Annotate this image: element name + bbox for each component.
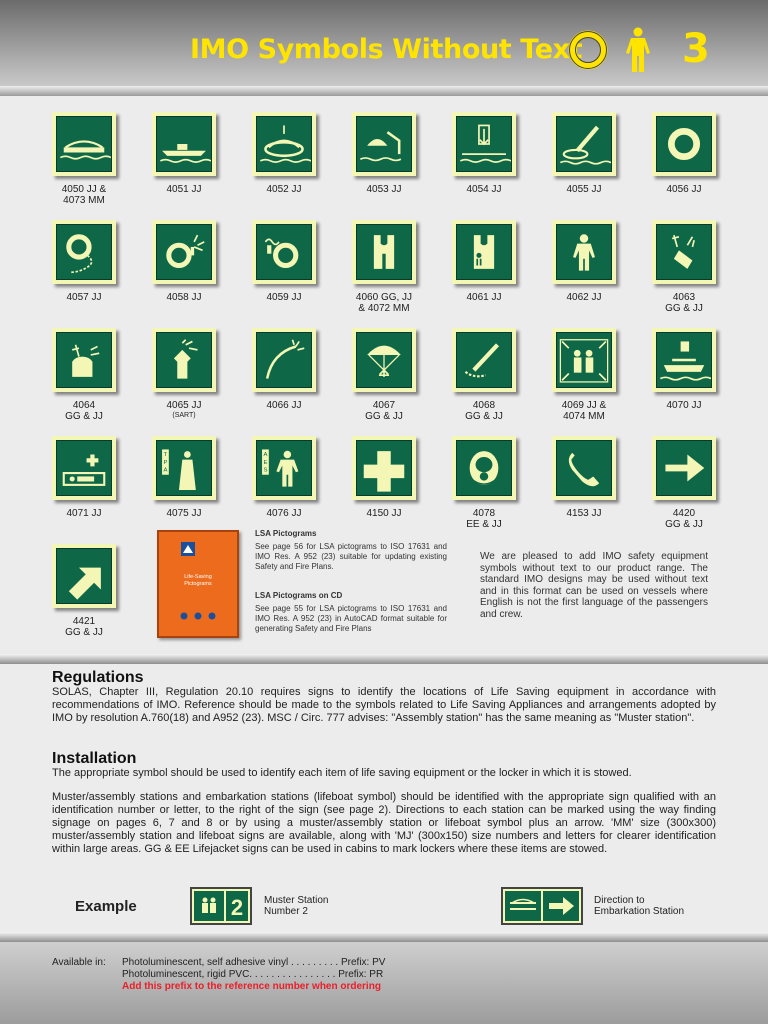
brochure-title-1: Life-Saving bbox=[184, 574, 212, 580]
sign-code-line: 4071 JJ bbox=[66, 508, 102, 519]
immersion-suit-icon bbox=[557, 225, 611, 279]
lifebuoy-with-light-icon bbox=[157, 225, 211, 279]
liferaft-icon bbox=[57, 117, 111, 171]
safety-sign bbox=[252, 112, 316, 176]
epirb-icon bbox=[657, 225, 711, 279]
sign-code bbox=[34, 508, 134, 519]
svg-text:E: E bbox=[263, 459, 268, 466]
sign-code-line: 4075 JJ bbox=[166, 508, 202, 519]
sign-code bbox=[334, 400, 434, 422]
davit-liferaft-icon bbox=[257, 117, 311, 171]
sign-code-line: 4051 JJ bbox=[166, 184, 202, 195]
sart-icon bbox=[57, 333, 111, 387]
sign-code-line: 4068 bbox=[472, 400, 496, 411]
evacuation-slide-icon bbox=[457, 117, 511, 171]
lifejacket-icon bbox=[357, 225, 411, 279]
lsa-pictograms-block bbox=[255, 529, 447, 572]
regulations-section bbox=[52, 671, 716, 736]
sign-code-line: 4057 JJ bbox=[66, 292, 102, 303]
sign-code-line: 4050 JJ & bbox=[61, 184, 107, 195]
safety-sign bbox=[352, 112, 416, 176]
sign-code-line: & 4072 MM bbox=[358, 303, 410, 314]
sign-code-line: 4064 bbox=[72, 400, 96, 411]
sign-code bbox=[434, 292, 534, 303]
safety-sign bbox=[452, 436, 516, 500]
svg-text:A: A bbox=[163, 467, 168, 474]
muster-caption: Muster Station Number 2 bbox=[264, 895, 329, 917]
stretcher-icon bbox=[57, 441, 111, 495]
available-line-1: Photoluminescent, self adhesive vinyl . . . . . . . . . Prefix: PV bbox=[122, 957, 386, 968]
sign-code bbox=[234, 508, 334, 519]
lsa-heading: LSA Pictograms bbox=[255, 529, 317, 538]
page-title: IMO Symbols Without Text bbox=[190, 34, 583, 65]
lsa-cd-heading: LSA Pictograms on CD bbox=[255, 591, 343, 600]
safety-sign bbox=[652, 220, 716, 284]
sign-code bbox=[134, 184, 234, 195]
sign-code bbox=[334, 184, 434, 195]
installation-text-1: The appropriate symbol should be used to identify each item of life saving equipment or the locker in which it is stowed. bbox=[52, 767, 632, 779]
lsa-cd-text: See page 55 for LSA pictograms to ISO 17631 and IMO Res. A 952 (23) in AutoCAD format suitable for generating Safety and Fire Plans bbox=[255, 604, 447, 633]
safety-sign bbox=[152, 328, 216, 392]
sign-code-line: 4421 bbox=[72, 616, 96, 627]
sign-code-line: 4066 JJ bbox=[266, 400, 302, 411]
marine-evacuation-chute-icon bbox=[557, 117, 611, 171]
sign-code-line: 4059 JJ bbox=[266, 292, 302, 303]
sign-code-line: GG & JJ bbox=[465, 411, 503, 422]
sign-code bbox=[534, 400, 634, 422]
sign-code bbox=[634, 508, 734, 530]
lsa-cd-block bbox=[255, 591, 447, 634]
safety-sign bbox=[652, 436, 716, 500]
sign-code-line: 4153 JJ bbox=[566, 508, 602, 519]
sign-code bbox=[434, 184, 534, 195]
sign-code-line: 4055 JJ bbox=[566, 184, 602, 195]
safety-sign bbox=[152, 112, 216, 176]
sign-code-line: 4063 bbox=[672, 292, 696, 303]
header-divider bbox=[0, 86, 768, 96]
installation-section bbox=[52, 752, 716, 867]
sign-code bbox=[234, 400, 334, 411]
sign-code-line: 4062 JJ bbox=[566, 292, 602, 303]
sart-hand-icon bbox=[157, 333, 211, 387]
safety-sign bbox=[552, 220, 616, 284]
sign-code bbox=[634, 400, 734, 411]
sign-code bbox=[134, 400, 234, 420]
sign-code-sub: (SART) bbox=[172, 412, 196, 419]
muster-station-example bbox=[190, 887, 252, 925]
installation-heading: Installation bbox=[52, 750, 137, 767]
parachute-flare-icon bbox=[357, 333, 411, 387]
page-number: 3 bbox=[682, 26, 710, 72]
sign-code bbox=[534, 292, 634, 303]
sign-code bbox=[134, 508, 234, 519]
regulations-heading: Regulations bbox=[52, 669, 144, 686]
sign-code-line: 4078 bbox=[472, 508, 496, 519]
safety-sign bbox=[552, 112, 616, 176]
safety-sign bbox=[52, 112, 116, 176]
sign-code bbox=[34, 616, 134, 638]
lifebuoy-icon bbox=[657, 117, 711, 171]
safety-sign bbox=[52, 220, 116, 284]
sign-code bbox=[634, 184, 734, 195]
first-aid-cross-icon bbox=[357, 441, 411, 495]
child-lifejacket-icon bbox=[457, 225, 511, 279]
footer bbox=[0, 942, 768, 1024]
lsa-brochure bbox=[157, 530, 239, 638]
sign-code bbox=[534, 184, 634, 195]
arrow-diagonal-icon bbox=[57, 549, 111, 603]
available-line-2: Photoluminescent, rigid PVC. . . . . . . . . . . . . . . . Prefix: PR bbox=[122, 969, 384, 980]
intro-text: We are pleased to add IMO safety equipment symbols without text to our product range. The standard IMO designs may be used without text and in this format can be used on vessels where English is not the first language of the passengers and crew. bbox=[480, 551, 708, 620]
installation-text-2: Muster/assembly stations and embarkation stations (lifeboat symbol) should be identified with the appropriate sign qualified with an identification number or letter, to the right of the sign (see page 2). Directions to each station can be marked using the way finding signage on pages 6, 7 and 8 or by using a muster/assembly station or lifeboat symbol plus an arrow. 'MM' size (300x300) muster/assembly station and lifeboat signs are available, along with 'MJ' (300x150) size numbers and letters for clearer identification within large areas. GG & EE Lifejacket signs can be used in cabins to mark lockers where these items are stowed. bbox=[52, 791, 716, 855]
muster-station-icon bbox=[557, 333, 611, 387]
lifebuoy-with-line-icon bbox=[57, 225, 111, 279]
sign-code-line: 4065 JJ bbox=[166, 400, 202, 411]
svg-text:A: A bbox=[263, 452, 268, 459]
safety-sign bbox=[52, 328, 116, 392]
safety-sign bbox=[152, 220, 216, 284]
svg-text:S: S bbox=[263, 467, 268, 474]
safety-sign bbox=[352, 328, 416, 392]
sign-code bbox=[634, 292, 734, 314]
safety-sign bbox=[52, 436, 116, 500]
sign-code bbox=[334, 508, 434, 519]
brochure-title-2: Pictograms bbox=[184, 581, 212, 587]
safety-sign bbox=[152, 436, 216, 500]
svg-text:P: P bbox=[163, 459, 168, 466]
telephone-icon bbox=[557, 441, 611, 495]
sign-code-line: 4054 JJ bbox=[466, 184, 502, 195]
sign-code-line: 4420 bbox=[672, 508, 696, 519]
sign-code-line: GG & JJ bbox=[365, 411, 403, 422]
safety-sign bbox=[652, 328, 716, 392]
sign-code-line: 4150 JJ bbox=[366, 508, 402, 519]
safety-sign bbox=[252, 328, 316, 392]
sign-code bbox=[534, 508, 634, 519]
liferaft-launch-icon bbox=[357, 117, 411, 171]
sign-code-line: 4069 JJ & bbox=[561, 400, 607, 411]
sign-code bbox=[34, 292, 134, 303]
safety-sign bbox=[452, 220, 516, 284]
safety-sign bbox=[452, 112, 516, 176]
sign-code-line: 4053 JJ bbox=[366, 184, 402, 195]
regulations-text: SOLAS, Chapter III, Regulation 20.10 requires signs to identify the locations of Life Saving equipment in accordance with recommendations of IMO. Reference should be made to the symbols related to Life Saving Appliances and arrangements adopted by IMO by resolution A.760(18) and A952 (23). MSC / Circ. 777 advises: "Assembly station" has the same meaning as "Muster station". bbox=[52, 686, 716, 724]
safety-sign bbox=[352, 436, 416, 500]
sign-code bbox=[34, 400, 134, 422]
available-label: Available in: bbox=[52, 957, 106, 968]
safety-sign bbox=[252, 220, 316, 284]
sign-code-line: 4073 MM bbox=[63, 195, 105, 206]
embarkation-ladder-icon bbox=[657, 333, 711, 387]
line-throwing-icon bbox=[257, 333, 311, 387]
safety-sign bbox=[552, 328, 616, 392]
lifebuoy-icon bbox=[566, 30, 610, 70]
arrow-right-icon bbox=[657, 441, 711, 495]
example-label: Example bbox=[75, 898, 137, 915]
sign-code bbox=[434, 508, 534, 530]
sign-code bbox=[434, 400, 534, 422]
safety-sign bbox=[252, 436, 316, 500]
sign-code-line: 4076 JJ bbox=[266, 508, 302, 519]
sign-code-line: 4060 GG, JJ bbox=[355, 292, 413, 303]
safety-sign bbox=[52, 544, 116, 608]
safety-sign bbox=[552, 436, 616, 500]
sign-code bbox=[134, 292, 234, 303]
safety-sign bbox=[352, 220, 416, 284]
section-divider bbox=[0, 654, 768, 664]
embarkation-direction-example bbox=[501, 887, 583, 925]
sign-code-line: 4056 JJ bbox=[666, 184, 702, 195]
lifebuoy-light-smoke-icon bbox=[257, 225, 311, 279]
sign-code-line: GG & JJ bbox=[665, 519, 703, 530]
sign-code-line: GG & JJ bbox=[65, 411, 103, 422]
aes-icon bbox=[257, 441, 311, 495]
direction-caption: Direction to Embarkation Station bbox=[594, 895, 685, 917]
tpa-icon bbox=[157, 441, 211, 495]
breathing-apparatus-icon bbox=[457, 441, 511, 495]
sign-code-line: GG & JJ bbox=[65, 627, 103, 638]
sign-code bbox=[234, 184, 334, 195]
svg-text:T: T bbox=[163, 452, 168, 459]
sign-code-line: 4052 JJ bbox=[266, 184, 302, 195]
sign-code-line: 4058 JJ bbox=[166, 292, 202, 303]
brochure-art bbox=[159, 532, 237, 636]
sign-code bbox=[334, 292, 434, 314]
muster-number: 2 bbox=[230, 895, 244, 920]
sign-code-line: 4074 MM bbox=[563, 411, 605, 422]
sign-code bbox=[34, 184, 134, 206]
sign-code-line: 4070 JJ bbox=[666, 400, 702, 411]
rocket-signal-icon bbox=[457, 333, 511, 387]
footer-divider bbox=[0, 932, 768, 942]
sign-code bbox=[234, 292, 334, 303]
sign-code-line: 4067 bbox=[372, 400, 396, 411]
rescue-boat-icon bbox=[157, 117, 211, 171]
sign-code-line: EE & JJ bbox=[466, 519, 502, 530]
sign-code-line: GG & JJ bbox=[665, 303, 703, 314]
ordering-note: Add this prefix to the reference number when ordering bbox=[122, 981, 381, 992]
safety-sign bbox=[452, 328, 516, 392]
safety-sign bbox=[652, 112, 716, 176]
sign-code-line: 4061 JJ bbox=[466, 292, 502, 303]
immersion-suit-icon bbox=[622, 27, 654, 75]
lsa-text: See page 56 for LSA pictograms to ISO 17631 and IMO Res. A 952 (23) suitable for updating existing Safety and Fire Plans. bbox=[255, 542, 447, 571]
